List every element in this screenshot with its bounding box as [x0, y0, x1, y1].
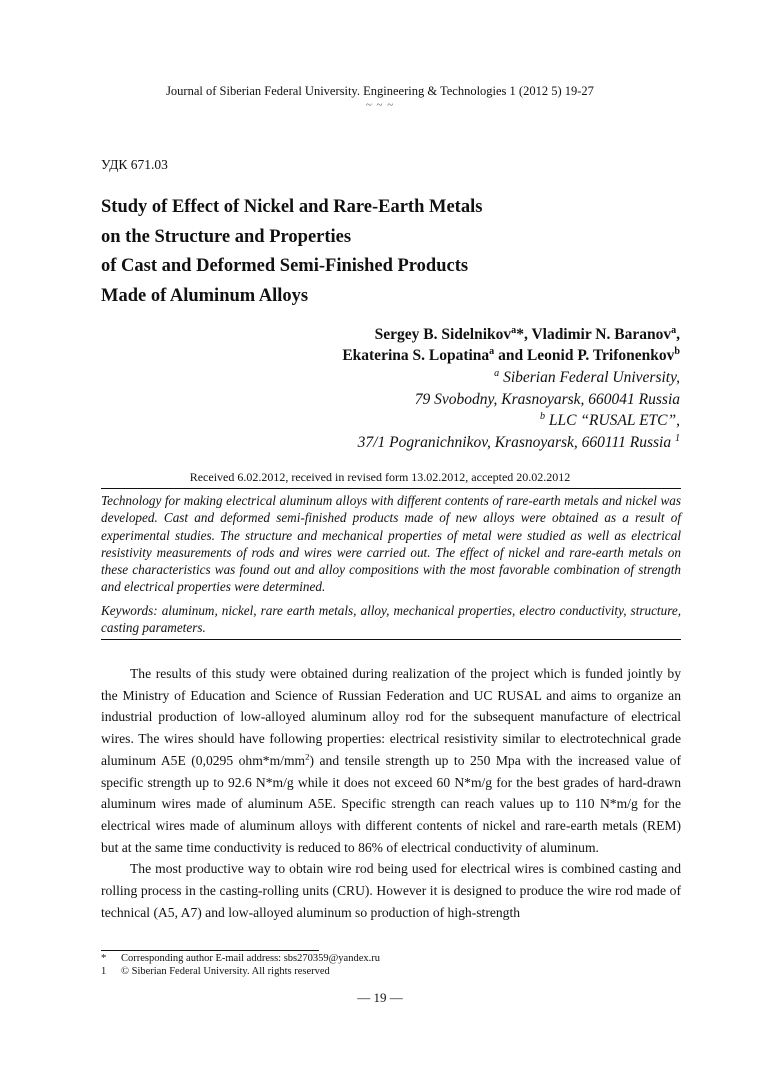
author-separator: , [676, 326, 680, 343]
author-list [342, 324, 680, 366]
corresponding-star: * [516, 326, 524, 343]
body-text [101, 663, 681, 923]
title-line: on the Structure and Properties [101, 226, 352, 247]
header-ornament: ~ ~ ~ [365, 99, 395, 111]
footnote: * Corresponding author E-mail address: sbs270359@yandex.ru [101, 953, 380, 964]
title-line: Made of Aluminum Alloys [101, 285, 309, 306]
affiliation-b-name: $^b$ LLC “RUSAL ETC”, [540, 410, 680, 429]
author-name: Leonid P. Trifonenkov [526, 347, 675, 364]
udk-code: УДК 671.03 [101, 157, 168, 172]
affiliation-b-address: 37/1 Pogranichnikov, Krasnoyarsk, 660111 Russia $^1$ [357, 432, 680, 451]
title-line: Study of Effect of Nickel and Rare-Earth Metals [101, 197, 483, 217]
author-line-1 [342, 324, 680, 345]
journal-header: Journal of Siberian Federal University. Engineering & Technologies 1 (2012 5) 19-27 [166, 84, 594, 98]
affil-mark: b [540, 410, 546, 422]
footnote-rule [101, 950, 319, 951]
abstract-top-rule [101, 488, 681, 489]
page-number: — 19 — [357, 990, 403, 1005]
paper-title [101, 193, 661, 311]
received-dates: Received 6.02.2012, received in revised form 13.02.2012, accepted 20.02.2012 [189, 470, 571, 484]
author-affil-mark: a [671, 324, 677, 336]
abstract-bottom-rule [101, 639, 681, 640]
affiliation-a-address: 79 Svobodny, Krasnoyarsk, 660041 Russia [414, 390, 680, 408]
author-separator: , [523, 326, 532, 343]
title-line: of Cast and Deformed Semi-Finished Products [101, 256, 469, 276]
author-name: Sergey B. Sidelnikov [374, 326, 512, 343]
footnote-mark: 1 [101, 966, 107, 977]
author-name: Ekaterina S. Lopatina [342, 347, 490, 364]
paragraph: The results of this study were obtained during realization of the project which is funded jointly by the Ministry of Education and Science of Russian Federation and UC RUSAL and aims to organize an industrial production of low-alloyed aluminum alloy rod for the subsequent manufacture of electrical wires. The wires should have following properties: electrical resistivity similar to electrotechnical grade aluminum A5E (0,0295 $ohm*m/mm^2$) and tensile strength up to 250 Mpa with the increased value of specific strength up to 92.6 N*m/g while it does not exceed 60 N*m/g for the best grades of hard-drawn aluminum wires made of aluminum A5E. Specific strength can reach values up to 110 N*m/g for the electrical wires made of aluminum alloys with different contents of nickel and rare-earth metals (REM) but at the same time conductivity is reduced to 86% of electrical conductivity of aluminum. [101, 666, 681, 855]
author-affil-mark: b [674, 345, 680, 357]
footnote-mark: * [101, 953, 107, 964]
footnote: 1 © Siberian Federal University. All rights reserved [101, 966, 330, 977]
affil-mark: a [494, 367, 500, 379]
paragraph: The most productive way to obtain wire rod being used for electrical wires is combined casting and rolling process in the casting-rolling units (CRU). However it is designed to produce the wire rod made of technical (A5, A7) and low-alloyed aluminum so production of high-strength [101, 861, 681, 920]
affiliations [358, 367, 680, 453]
keywords: Keywords: aluminum, nickel, rare earth metals, alloy, mechanical properties, electro conductivity, structure, casting parameters. [101, 603, 681, 636]
author-line-2 [342, 345, 680, 366]
footnotes [101, 952, 380, 978]
author-name: Vladimir N. Baranov [531, 326, 672, 343]
author-separator: and [494, 347, 527, 364]
author-affil-mark: a [489, 345, 495, 357]
footnote-ref: 1 [674, 432, 680, 444]
author-affil-mark: a [511, 324, 517, 336]
abstract: Technology for making electrical aluminum alloys with different contents of rare-earth metals and nickel was developed. Cast and deformed semi-finished products made of new alloys were obtained as a result of experimental studies. The structure and mechanical properties of metal were studied as well as electrical resistivity measurements of rods and wires were carried out. The effect of nickel and rare-earth metals on these characteristics was found out and alloy compositions with the most favorable combination of strength and electrical properties were determined. [101, 493, 681, 595]
affiliation-a-name: $^a$ Siberian Federal University, [494, 367, 680, 386]
